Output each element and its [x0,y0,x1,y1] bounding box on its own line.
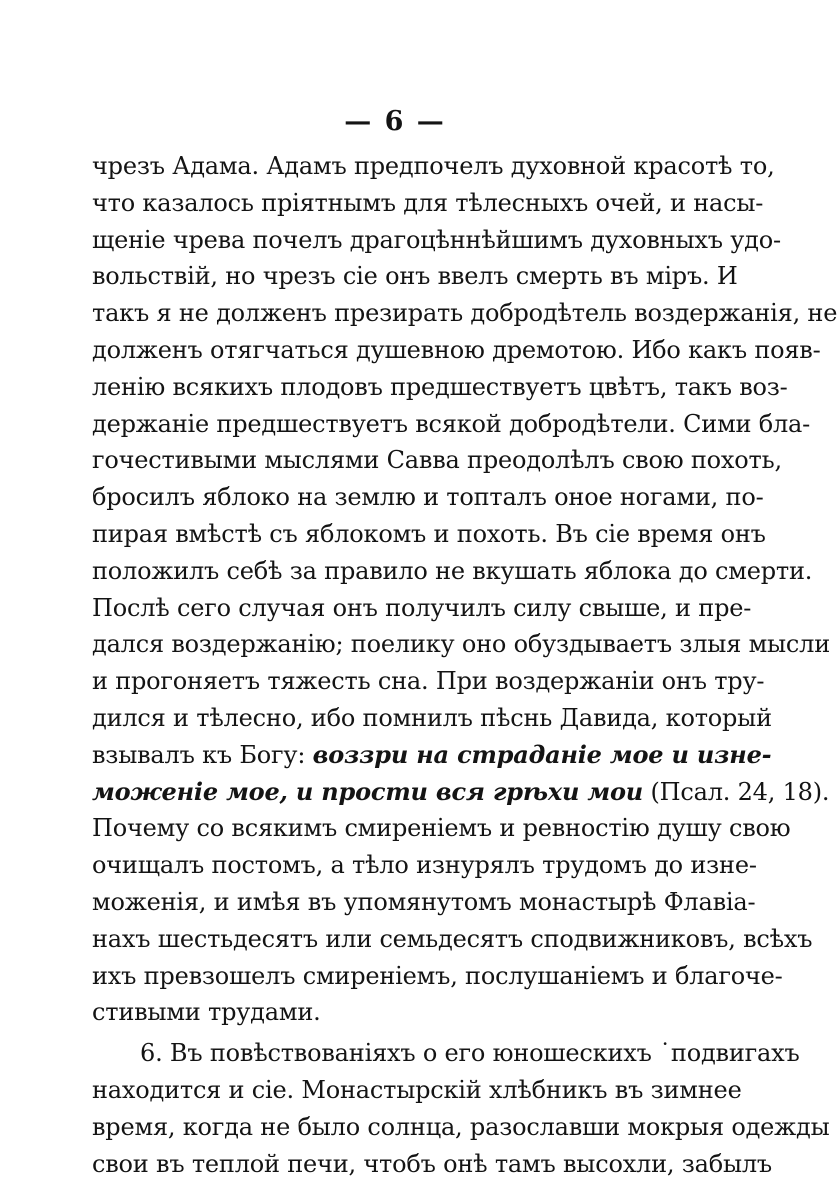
text-line: что казалось пріятнымъ для тѣлесныхъ очей, и насы- [92,188,764,217]
text-span: взывалъ къ Богу: [92,740,313,769]
psalm-quote: воззри на страданіе мое и изне- [312,739,772,769]
text-line-with-quote [92,774,830,811]
text-line: положилъ себѣ за правило не вкушать яблока до смерти. [92,556,813,585]
text-line: дался воздержанію; поелику оно обуздываетъ злыя мысли [92,630,831,659]
text-line: очищалъ постомъ, а тѣло изнурялъ трудомъ до изне- [92,851,757,880]
text-line: свои въ теплой печи, чтобъ онѣ тамъ высохли, забылъ [92,1149,772,1178]
body-text [92,148,838,1182]
text-line: чрезъ Адама. Адамъ предпочелъ духовной красотѣ то, [92,152,775,180]
text-line: находится и сіе. Монастырскій хлѣбникъ въ зимнее [92,1075,742,1104]
text-line: ихъ превзошелъ смиреніемъ, послушаніемъ и благоче- [92,961,783,990]
text-line: вольствій, но чрезъ сіе онъ ввелъ смерть въ міръ. И [92,262,738,291]
text-line: долженъ отягчаться душевною дремотою. Ибо какъ появ- [92,335,821,364]
psalm-reference: (Псал. 24, 18). [643,777,830,806]
text-line: Почему со всякимъ смиреніемъ и ревностію душу свою [92,814,791,843]
text-line: стивыми трудами. [92,998,321,1027]
page-number: — 6 — [344,106,446,137]
text-line: нахъ шестьдесятъ или семьдесятъ сподвижниковъ, всѣхъ [92,924,813,953]
text-line: и прогоняетъ тяжесть сна. При воздержаніи онъ тру- [92,667,765,696]
text-line: бросилъ яблоко на землю и топталъ оное ногами, по- [92,483,764,512]
text-line: такъ я не долженъ презирать добродѣтель воздержанія, не [92,299,838,328]
text-line: щеніе чрева почелъ драгоцѣннѣйшимъ духовныхъ удо- [92,225,781,254]
text-line: время, когда не было солнца, разославши мокрыя одежды [92,1112,830,1141]
text-line: моженія, и имѣя въ упомянутомъ монастырѣ Флавіа- [92,887,756,916]
text-line: гочестивыми мыслями Савва преодолѣлъ свою похоть, [92,446,782,475]
text-line: держаніе предшествуетъ всякой добродѣтели. Сими бла- [92,409,811,438]
text-line: пирая вмѣстѣ съ яблокомъ и похоть. Въ сіе время онъ [92,519,766,548]
psalm-quote: моженіе мое, и прости вся грѣхи мои [92,776,644,806]
paragraph-start-line: 6. Въ повѣствованіяхъ о его юношескихъ ˙подвигахъ [140,1039,800,1068]
text-line: ленію всякихъ плодовъ предшествуетъ цвѣтъ, такъ воз- [92,372,788,401]
text-line-with-quote [92,737,772,774]
text-line: дился и тѣлесно, ибо помнилъ пѣснь Давида, который [92,703,772,732]
text-line: Послѣ сего случая онъ получилъ силу свыше, и пре- [92,593,752,622]
